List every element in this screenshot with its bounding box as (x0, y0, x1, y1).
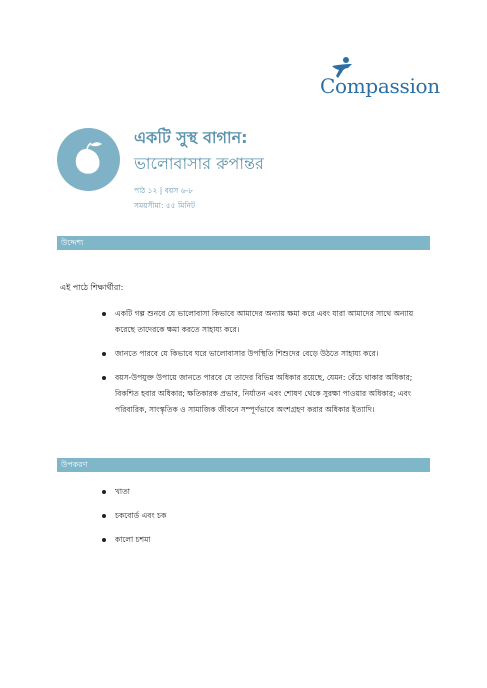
list-item (102, 508, 430, 524)
list-item (102, 346, 430, 362)
objectives-heading: উদ্দেশ্য (57, 236, 430, 250)
objective-text: বয়স-উপযুক্ত উপায়ে জানতে পারবে যে তাদের বিভিন্ন অধিকার রয়েছে, যেমন: বেঁচে থাকার অধিকার; বিকশিত হবার অধিকার; ক্ষতিকারক প্রভাব, নির্যাতন এবং শোষণ থেকে সুরক্ষা পাওয়ার অধিকার; এবং পরিবারিক, সাংস্কৃতিক ও সামাজিক জীবনে সম্পূর্ণভাবে অংশগ্রহণ করার অধিকার ইত্যাদি। (115, 373, 413, 414)
bullet-icon (102, 490, 106, 494)
list-item (102, 484, 430, 500)
material-text: খাতা (115, 487, 130, 496)
list-item (102, 532, 430, 548)
bullet-icon (102, 352, 106, 356)
bullet-icon (102, 514, 106, 518)
bullet-icon (102, 312, 106, 316)
list-item (102, 370, 430, 418)
hero-badge (57, 128, 120, 191)
objectives-list (102, 306, 430, 426)
brand-name: Compassion (320, 74, 440, 98)
materials-heading: উপকরণ (57, 458, 430, 472)
bullet-icon (102, 538, 106, 542)
objective-text: জানতে পারবে যে কিভাবে ঘরে ভালোবাসার উপস্থিতি শিশুদের বেড়ে উঠতে সাহায্য করে। (115, 349, 379, 358)
lesson-title: একটি সুস্থ বাগান: (134, 128, 248, 147)
mango-icon (57, 128, 120, 191)
lesson-age: পাঠ ১২ | বয়স ৬-৮ (134, 186, 194, 195)
lesson-duration: সময়সীমা: ৫৫ মিনিট (134, 201, 196, 210)
material-text: কালো চশমা (115, 535, 151, 544)
list-item (102, 306, 430, 338)
objective-text: একটি গল্প শুনবে যে ভালোবাসা কিভাবে আমাদের অন্যায় ক্ষমা করে এবং যারা আমাদের সাথে অন্যায় করেছে তাদেরকে ক্ষমা করতে সাহায্য করে। (115, 309, 414, 334)
lesson-subtitle: ভালোবাসার রুপান্তর (134, 154, 264, 173)
bullet-icon (102, 376, 106, 380)
compassion-logo (318, 56, 440, 100)
objectives-intro: এই পাঠে শিক্ষার্থীরা: (60, 283, 124, 292)
material-text: চকবোর্ড এবং চক (115, 511, 167, 520)
materials-list (102, 484, 430, 556)
